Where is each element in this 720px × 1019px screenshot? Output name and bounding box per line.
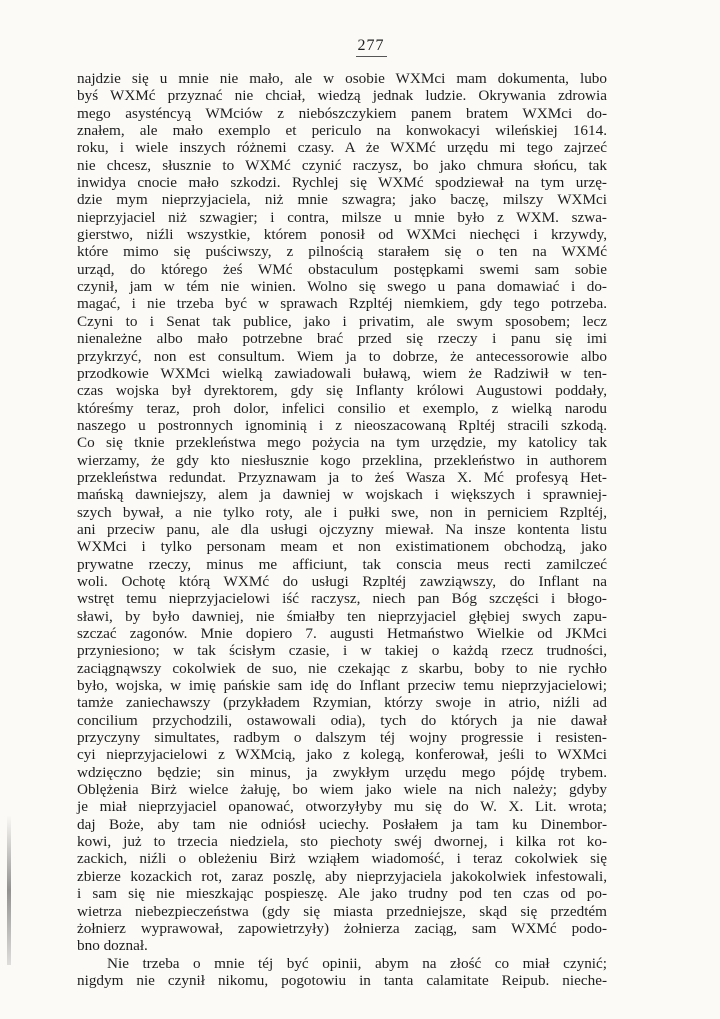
- text-line: inwidya cnocie mało szkodzi. Rychlej się WXMć spodziewał na tym urzę-: [77, 174, 607, 192]
- text-line: żołnierz wyprawował, zapowietrzyły) żołnierza zaciąg, sam WXMć podo-: [77, 919, 607, 937]
- text-line: urząd, do którego żeś WMć obstaculum postępkami swemi sam sobie: [77, 260, 607, 278]
- text-line: Oblężenia Birż wielce żałuję, bo wiem jako wiele na nich należy; gdyby: [77, 781, 607, 799]
- text-line: nienależne albo mało potrzebne brać przed się rzeczy i panu się imi: [77, 330, 607, 348]
- body-text: [77, 70, 607, 989]
- text-line: tamże zaniechawszy (przykładem Rzymian, którzy swoje in atrio, niźli ad: [77, 694, 607, 712]
- text-line: dzie mym nieprzyjaciela, niż mnie szwagra; jako baczę, milszy WXMci: [77, 191, 607, 209]
- text-line: WXMci i tylko personam meam et non existimationem obchodzą, jako: [77, 538, 607, 556]
- text-line: najdzie się u mnie nie mało, ale w osobie WXMci mam dokumenta, lubo: [77, 70, 607, 87]
- text-line: wietrza niebezpieczeństwa (gdy się miasta przedniejsze, skąd się przedtém: [77, 902, 607, 920]
- text-line: ani przeciw panu, ale dla usługi ojczyzny miewał. Na insze kontenta listu: [77, 520, 607, 538]
- paragraph: [77, 70, 607, 955]
- text-line: któreśmy teraz, proh dolor, infelici consilio et exemplo, z wielką narodu: [77, 399, 607, 417]
- text-line: czynił, jam w tém nie winien. Wolno się swego u pana domawiać i do-: [77, 278, 607, 296]
- text-line: prywatne rzeczy, minus me afficiunt, tak conscia meus recti zamilczeć: [77, 555, 607, 573]
- text-line: je miał nieprzyjaciel opanować, otworzyłyby mu się do W. X. Lit. wrota;: [77, 798, 607, 816]
- text-line: wstręt temu nieprzyjacielowi iść raczysz, niech pan Bóg szczęści i błogo-: [77, 590, 607, 608]
- text-line: zackich, niźli o obleżeniu Birż wziąłem wiadomość, i teraz cokolwiek się: [77, 850, 607, 868]
- page-number: [0, 37, 720, 57]
- text-line: nigdym nie czynił nikomu, pogotowiu in tanta calamitate Reipub. nieche-: [77, 971, 607, 989]
- text-line: przyczyny simultates, radbym o dalszym téj wojny progressie i resisten-: [77, 729, 607, 747]
- text-line: sławi, by było dawniej, nie śmiałby ten nieprzyjaciel głębiej swych zapu-: [77, 607, 607, 625]
- text-line: czas wojska był dyrektorem, gdy się Inflanty królowi Augustowi poddały,: [77, 382, 607, 400]
- text-line: wdzięczno będzie; sin minus, ja zwykłym urzędu mego pójdę trybem.: [77, 763, 607, 781]
- text-line: nieprzyjaciel niż szwagier; i contra, milsze u mnie było z WXM. szwa-: [77, 208, 607, 226]
- text-line: woli. Ochotę którą WXMć do usługi Rzpltéj zawziąwszy, do Inflant na: [77, 572, 607, 590]
- text-line: które mimo się puściwszy, z pilnością starałem się o ten na WXMć: [77, 243, 607, 261]
- text-line: roku, i wiele inszych różnemi czasy. A że WXMć urzędu mi tego zajrzeć: [77, 139, 607, 157]
- text-line: daj Boże, aby tam nie odniósł uciechy. Posłałem ja tam ku Dinembor-: [77, 815, 607, 833]
- text-line: szych bywał, a nie tylko roty, ale i pułki swe, non in perniciem Rzpltéj,: [77, 503, 607, 521]
- text-line: Czyni to i Senat tak publice, jako i privatim, ale swym sposobem; lecz: [77, 312, 607, 330]
- page-number-text: 277: [356, 37, 387, 57]
- text-line: Co się tknie przekleństwa mego pożycia na tym urzędzie, my katolicy tak: [77, 434, 607, 452]
- paragraph: [77, 955, 607, 990]
- text-line: przyniesiono; w tak ścisłym czasie, i w takiej o każdą rzecz trudności,: [77, 642, 607, 660]
- text-line: magać, i nie trzeba być w sprawach Rzpltéj niemkiem, gdy tego potrzeba.: [77, 295, 607, 313]
- text-line: było, wojska, w imię pańskie sam idę do Inflant przeciw temu nieprzyjacielowi;: [77, 677, 607, 695]
- binding-shadow: [7, 815, 11, 965]
- text-line: cyi nieprzyjacielowi z WXMcią, jako z kolegą, konferował, jeśli to WXMci: [77, 746, 607, 764]
- text-line: szczać zagonów. Mnie dopiero 7. augusti Hetmaństwo Wielkie od JKMci: [77, 625, 607, 642]
- text-line: i sam się nie mieszkając pospieszę. Ale jako trudny pod ten czas od po-: [77, 885, 607, 903]
- text-line: przykrzyć, non est consultum. Wiem ja to dobrze, że antecessorowie albo: [77, 347, 607, 365]
- text-line: concilium przychodzili, ostawowali odia), tych do których ja nie dawał: [77, 711, 607, 729]
- text-line: bno doznał.: [77, 937, 148, 955]
- text-line: gierstwo, niźli wszystkie, którem ponosił od WXMci niechęci i krzywdy,: [77, 226, 607, 244]
- text-line: przodkowie WXMci wielką zawiadowali buławą, wiem że Radziwił w ten-: [77, 364, 607, 382]
- text-line: znałem, ale mało exemplo et periculo na konwokacyi wileńskiej 1614.: [77, 122, 607, 140]
- text-line: naszego u postronnych ignominią i z nieoszacowaną Rpltéj stracili szkodą.: [77, 416, 607, 434]
- text-line: mego asysténcyą WMciów z niebószczykiem panem bratem WXMci do-: [77, 104, 607, 122]
- text-line: nie chcesz, słusznie to WXMć czynić raczysz, bo jako chmura słońcu, tak: [77, 156, 607, 174]
- text-line: wierzamy, że gdy kto niesłusznie kogo przeklina, przekleństwo in authorem: [77, 451, 607, 469]
- text-line: byś WXMć przyznać nie chciał, wiedzą jednak ludzie. Okrywania zdrowia: [77, 87, 607, 105]
- text-line: zbierze kozackich rot, zaraz poszlę, aby nieprzyjaciela jakokolwiek infestowali,: [77, 867, 607, 885]
- text-line: zaciągnąwszy cokolwiek de suo, nie czekając z skarbu, boby to nie rychło: [77, 659, 607, 677]
- text-line: przekleństwa redundat. Przyznawam ja to żeś Wasza X. Mć profesyą Het-: [77, 468, 607, 486]
- text-line: mańską dawniejszy, alem ja dawniej w wojskach i większych i sprawniej-: [77, 486, 607, 504]
- text-line: kowi, już to trzecia niedziela, sto piechoty swéj dwornej, i kilka rot ko-: [77, 833, 607, 851]
- text-line: Nie trzeba o mnie téj być opinii, abym na złość co miał czynić;: [107, 954, 607, 972]
